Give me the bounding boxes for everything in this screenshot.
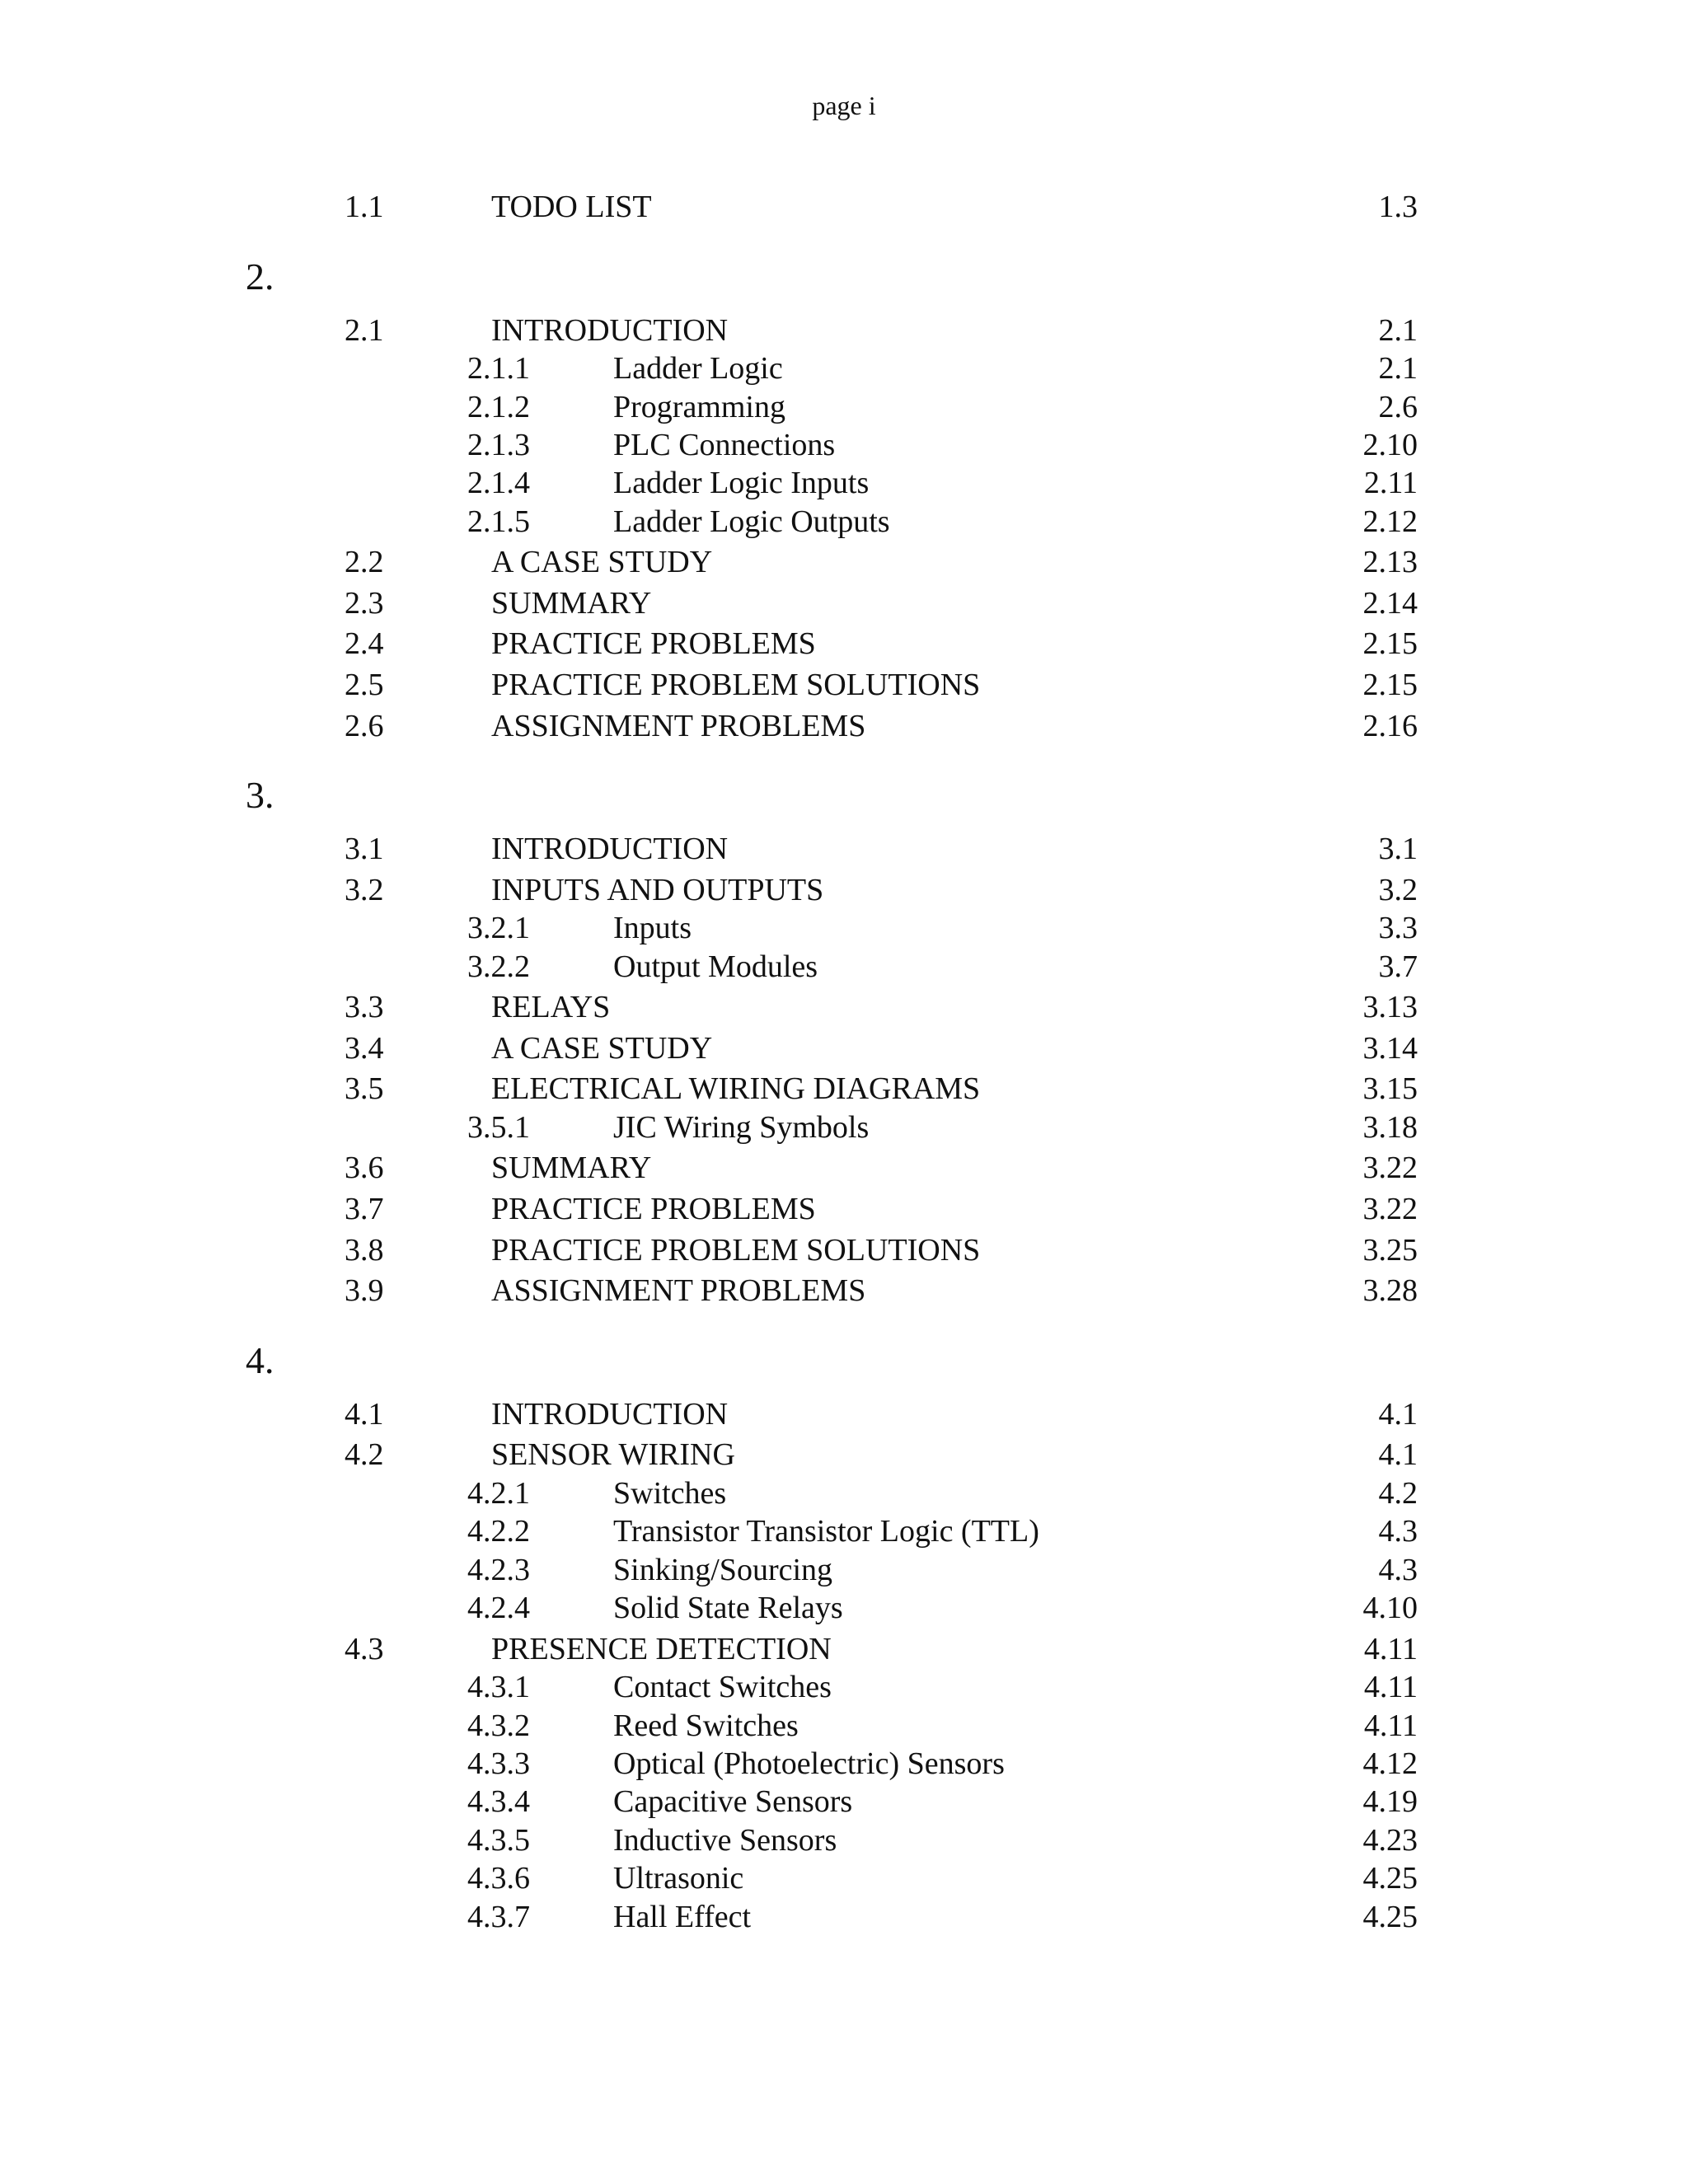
subsection-page: 4.11 bbox=[1363, 1670, 1418, 1705]
subsection-number: 4.3.3 bbox=[467, 1746, 530, 1781]
subsection-number: 4.2.2 bbox=[467, 1514, 530, 1549]
section-page: 3.1 bbox=[1378, 832, 1418, 867]
subsection-page: 3.18 bbox=[1362, 1110, 1418, 1145]
subsection-number: 4.2.1 bbox=[467, 1476, 530, 1511]
section-number: 2.6 bbox=[345, 708, 384, 743]
subsection-page: 4.3 bbox=[1378, 1514, 1418, 1549]
section-number: 4.1 bbox=[345, 1396, 384, 1432]
section-title: PRACTICE PROBLEMS bbox=[491, 1192, 816, 1226]
subsection-title: Inputs bbox=[613, 911, 692, 946]
section-page: 3.14 bbox=[1362, 1030, 1418, 1066]
section-page: 2.13 bbox=[1362, 545, 1418, 580]
subsection-page: 3.7 bbox=[1378, 949, 1418, 984]
section-number: 3.7 bbox=[345, 1192, 384, 1226]
section-page: 3.22 bbox=[1362, 1151, 1418, 1186]
section-title: INTRODUCTION bbox=[491, 832, 729, 867]
section-title: TODO LIST bbox=[491, 190, 652, 224]
subsection-page: 4.25 bbox=[1362, 1899, 1418, 1934]
subsection-title: Ladder Logic Inputs bbox=[613, 466, 870, 501]
section-number: 3.5 bbox=[345, 1071, 384, 1107]
section-number: 3.3 bbox=[345, 990, 384, 1025]
section-page: 4.1 bbox=[1378, 1437, 1418, 1473]
section-page: 3.25 bbox=[1362, 1232, 1418, 1268]
subsection-number: 2.1.1 bbox=[467, 351, 530, 387]
section-page: 2.15 bbox=[1362, 626, 1418, 662]
section-title: ASSIGNMENT PROBLEMS bbox=[491, 1273, 866, 1309]
subsection-number: 4.3.1 bbox=[467, 1670, 530, 1705]
subsection-number: 3.5.1 bbox=[467, 1110, 530, 1145]
section-title: A CASE STUDY bbox=[491, 545, 713, 580]
subsection-page: 2.1 bbox=[1378, 351, 1418, 387]
section-page: 4.11 bbox=[1363, 1631, 1418, 1666]
chapter-number: 2. bbox=[246, 255, 274, 298]
section-title: SUMMARY bbox=[491, 1151, 652, 1186]
subsection-title: Capacitive Sensors bbox=[613, 1784, 853, 1820]
subsection-page: 4.19 bbox=[1362, 1784, 1418, 1820]
subsection-page: 4.10 bbox=[1362, 1591, 1418, 1626]
subsection-title: JIC Wiring Symbols bbox=[613, 1110, 870, 1145]
section-number: 2.2 bbox=[345, 545, 384, 580]
subsection-page: 2.12 bbox=[1362, 504, 1418, 539]
page-number-header: page i bbox=[812, 91, 876, 120]
subsection-title: Switches bbox=[613, 1476, 727, 1511]
section-page: 2.16 bbox=[1362, 708, 1418, 743]
section-number: 3.2 bbox=[345, 872, 384, 907]
subsection-page: 2.6 bbox=[1378, 389, 1418, 424]
subsection-title: Sinking/Sourcing bbox=[613, 1552, 833, 1587]
section-number: 3.9 bbox=[345, 1273, 384, 1309]
subsection-number: 2.1.4 bbox=[467, 466, 530, 501]
subsection-number: 2.1.3 bbox=[467, 428, 530, 462]
subsection-number: 3.2.2 bbox=[467, 949, 530, 984]
subsection-number: 4.2.4 bbox=[467, 1591, 530, 1626]
section-number: 2.4 bbox=[345, 626, 384, 662]
section-page: 3.2 bbox=[1378, 872, 1418, 907]
subsection-number: 4.3.2 bbox=[467, 1708, 530, 1743]
section-number: 1.1 bbox=[345, 190, 384, 224]
section-page: 1.3 bbox=[1378, 190, 1418, 224]
section-number: 3.1 bbox=[345, 832, 384, 867]
section-page: 4.1 bbox=[1378, 1396, 1418, 1432]
section-title: PRESENCE DETECTION bbox=[491, 1631, 832, 1666]
subsection-title: Inductive Sensors bbox=[613, 1822, 837, 1858]
section-page: 2.1 bbox=[1378, 312, 1418, 348]
subsection-page: 4.12 bbox=[1362, 1746, 1418, 1781]
subsection-title: Optical (Photoelectric) Sensors bbox=[613, 1746, 1005, 1781]
subsection-page: 2.10 bbox=[1362, 428, 1418, 462]
chapter-number: 3. bbox=[246, 774, 274, 817]
subsection-page: 4.25 bbox=[1362, 1861, 1418, 1896]
section-title: RELAYS bbox=[491, 990, 611, 1025]
section-number: 3.8 bbox=[345, 1232, 384, 1268]
subsection-page: 4.23 bbox=[1362, 1822, 1418, 1858]
section-number: 3.4 bbox=[345, 1030, 384, 1066]
section-page: 3.13 bbox=[1362, 990, 1418, 1025]
chapter-number: 4. bbox=[246, 1338, 274, 1381]
subsection-title: Contact Switches bbox=[613, 1670, 832, 1705]
subsection-number: 4.3.4 bbox=[467, 1784, 530, 1820]
subsection-title: Output Modules bbox=[613, 949, 818, 984]
subsection-title: Solid State Relays bbox=[613, 1591, 843, 1626]
subsection-title: Transistor Transistor Logic (TTL) bbox=[613, 1514, 1039, 1549]
section-number: 2.1 bbox=[345, 312, 384, 348]
subsection-title: Ladder Logic Outputs bbox=[613, 504, 890, 539]
section-title: PRACTICE PROBLEM SOLUTIONS bbox=[491, 668, 981, 702]
subsection-title: Ladder Logic bbox=[613, 351, 783, 387]
section-title: INTRODUCTION bbox=[491, 1396, 729, 1432]
section-title: ASSIGNMENT PROBLEMS bbox=[491, 708, 866, 743]
subsection-page: 4.11 bbox=[1363, 1708, 1418, 1743]
section-title: ELECTRICAL WIRING DIAGRAMS bbox=[491, 1071, 981, 1107]
section-title: PRACTICE PROBLEM SOLUTIONS bbox=[491, 1232, 981, 1268]
section-title: SENSOR WIRING bbox=[491, 1437, 735, 1473]
section-page: 3.22 bbox=[1362, 1192, 1418, 1226]
section-page: 2.14 bbox=[1362, 585, 1418, 621]
subsection-title: PLC Connections bbox=[613, 428, 836, 462]
section-number: 2.3 bbox=[345, 585, 384, 621]
section-title: PRACTICE PROBLEMS bbox=[491, 626, 816, 662]
subsection-number: 3.2.1 bbox=[467, 911, 530, 946]
subsection-number: 2.1.2 bbox=[467, 389, 530, 424]
section-page: 2.15 bbox=[1362, 668, 1418, 702]
subsection-page: 4.2 bbox=[1378, 1476, 1418, 1511]
section-number: 2.5 bbox=[345, 668, 384, 702]
subsection-title: Programming bbox=[613, 389, 785, 424]
subsection-title: Reed Switches bbox=[613, 1708, 799, 1743]
subsection-number: 4.2.3 bbox=[467, 1552, 530, 1587]
section-number: 4.3 bbox=[345, 1631, 384, 1666]
section-title: INPUTS AND OUTPUTS bbox=[491, 872, 824, 907]
subsection-number: 2.1.5 bbox=[467, 504, 530, 539]
subsection-page: 2.11 bbox=[1363, 466, 1418, 501]
section-page: 3.28 bbox=[1362, 1273, 1418, 1309]
section-number: 3.6 bbox=[345, 1151, 384, 1186]
subsection-number: 4.3.6 bbox=[467, 1861, 530, 1896]
section-number: 4.2 bbox=[345, 1437, 384, 1473]
section-title: INTRODUCTION bbox=[491, 312, 729, 348]
section-title: A CASE STUDY bbox=[491, 1030, 713, 1066]
section-title: SUMMARY bbox=[491, 585, 652, 621]
subsection-page: 4.3 bbox=[1378, 1552, 1418, 1587]
section-page: 3.15 bbox=[1362, 1071, 1418, 1107]
subsection-number: 4.3.5 bbox=[467, 1822, 530, 1858]
subsection-page: 3.3 bbox=[1378, 911, 1418, 946]
subsection-number: 4.3.7 bbox=[467, 1899, 530, 1934]
subsection-title: Ultrasonic bbox=[613, 1861, 744, 1896]
subsection-title: Hall Effect bbox=[613, 1899, 752, 1934]
